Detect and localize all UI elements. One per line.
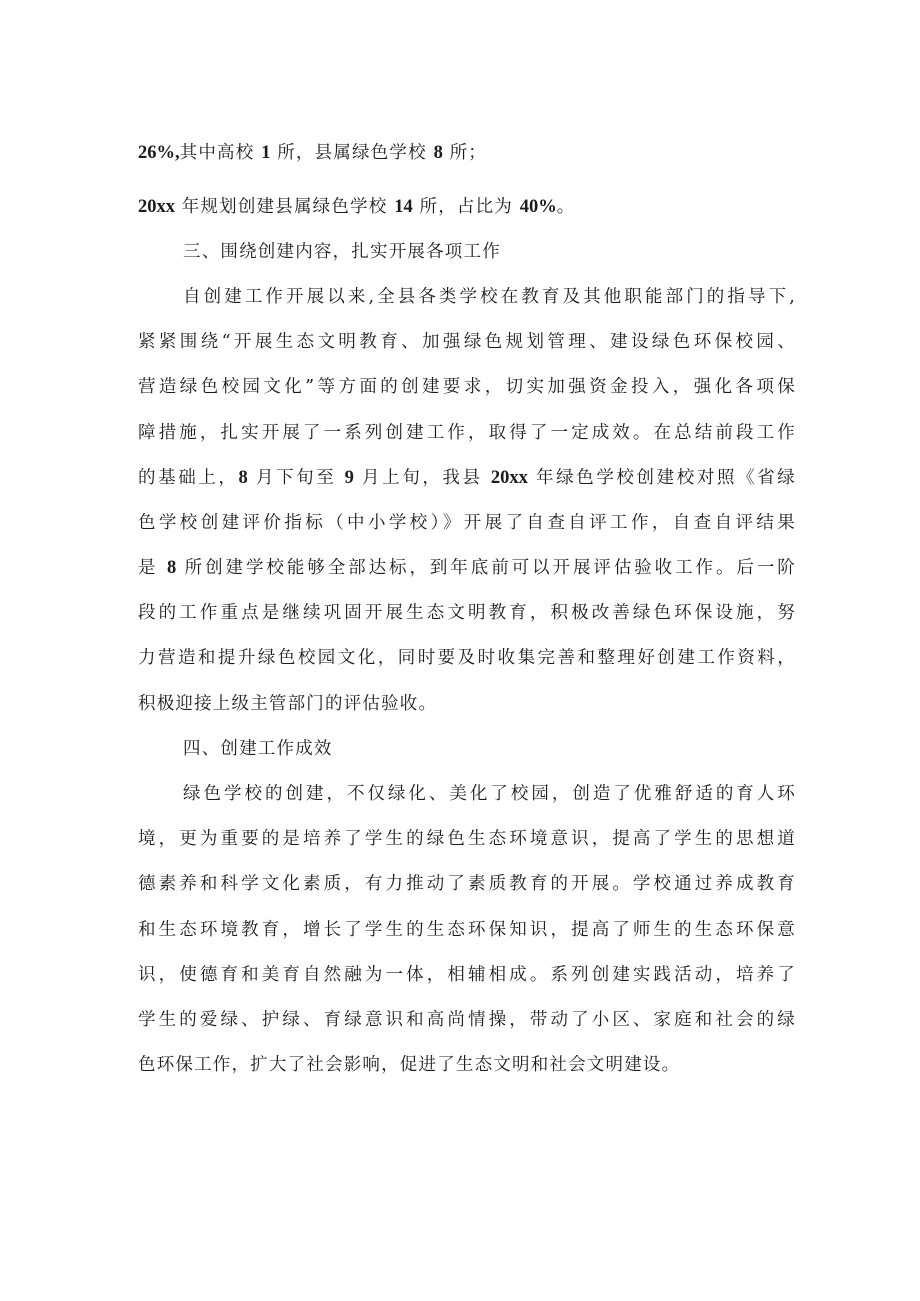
bold-number: 8 (166, 558, 177, 578)
text-span: 其中高校 (179, 143, 262, 163)
body-text-line-2 (138, 195, 798, 219)
bold-number: 14 (394, 197, 413, 217)
text-span: 月上旬，我县 (353, 468, 491, 488)
text-span: 是 (138, 558, 167, 578)
bold-number: 9 (344, 468, 354, 488)
bold-number: 40% (519, 197, 557, 217)
paragraph-3-line: 积极迎接上级主管部门的评估验收。 (138, 694, 438, 714)
paragraph-3-line: 紧紧围绕“开展生态文明教育、加强绿色规划管理、建设绿色环保校园、 (138, 332, 796, 352)
text-span: 所，占比为 (412, 197, 520, 217)
paragraph-4-line: 学生的爱绿、护绿、育绿意识和高尚情操，带动了小区、家庭和社会的绿 (138, 1010, 796, 1030)
text-span: 所，县属绿色学校 (270, 143, 434, 163)
bold-number: 26%, (138, 143, 180, 163)
body-text-line-1 (138, 141, 798, 165)
paragraph-3-line (138, 556, 796, 580)
paragraph-4-line: 绿色学校的创建，不仅绿化、美化了校园，创造了优雅舒适的育人环 (183, 784, 796, 804)
paragraph-4-line: 境，更为重要的是培养了学生的绿色生态环境意识，提高了学生的思想道 (138, 829, 796, 849)
bold-number: 8 (433, 143, 443, 163)
text-span: 所； (442, 143, 487, 163)
bold-number: 1 (261, 143, 271, 163)
section-heading-4: 四、创建工作成效 (183, 739, 333, 759)
text-span: 所创建学校能够全部达标，到年底前可以开展评估验收工作。后一阶 (176, 558, 796, 578)
paragraph-3-line (138, 466, 796, 490)
paragraph-3-line: 自创建工作开展以来,全县各类学校在教育及其他职能部门的指导下, (183, 287, 796, 307)
paragraph-4-line: 和生态环境教育，增长了学生的生态环保知识，提高了师生的生态环保意 (138, 920, 796, 940)
paragraph-3-line: 障措施，扎实开展了一系列创建工作，取得了一定成效。在总结前段工作 (138, 423, 796, 443)
text-span: 年绿色学校创建校对照《省绿 (527, 468, 796, 488)
text-span: 年规划创建县属绿色学校 (175, 197, 395, 217)
paragraph-3-line: 色学校创建评价指标（中小学校）》开展了自查自评工作，自查自评结果 (138, 513, 796, 533)
paragraph-3-line: 力营造和提升绿色校园文化，同时要及时收集完善和整理好创建工作资料， (138, 648, 796, 668)
paragraph-4-line: 德素养和科学文化素质，有力推动了素质教育的开展。学校通过养成教育 (138, 874, 796, 894)
paragraph-3-line: 营造绿色校园文化”等方面的创建要求，切实加强资金投入，强化各项保 (138, 377, 796, 397)
text-span: 。 (556, 197, 576, 217)
bold-number: 20xx (138, 197, 175, 217)
paragraph-4-line: 色环保工作，扩大了社会影响，促进了生态文明和社会文明建设。 (138, 1055, 681, 1075)
paragraph-4-line: 识，使德育和美育自然融为一体，相辅相成。系列创建实践活动，培养了 (138, 965, 796, 985)
text-span: 月下旬至 (247, 468, 345, 488)
bold-number: 20xx (490, 468, 528, 488)
paragraph-3-line: 段的工作重点是继续巩固开展生态文明教育，积极改善绿色环保设施，努 (138, 603, 796, 623)
bold-number: 8 (238, 468, 248, 488)
section-heading-3: 三、围绕创建内容，扎实开展各项工作 (183, 242, 501, 262)
text-span: 的基础上， (138, 468, 239, 488)
